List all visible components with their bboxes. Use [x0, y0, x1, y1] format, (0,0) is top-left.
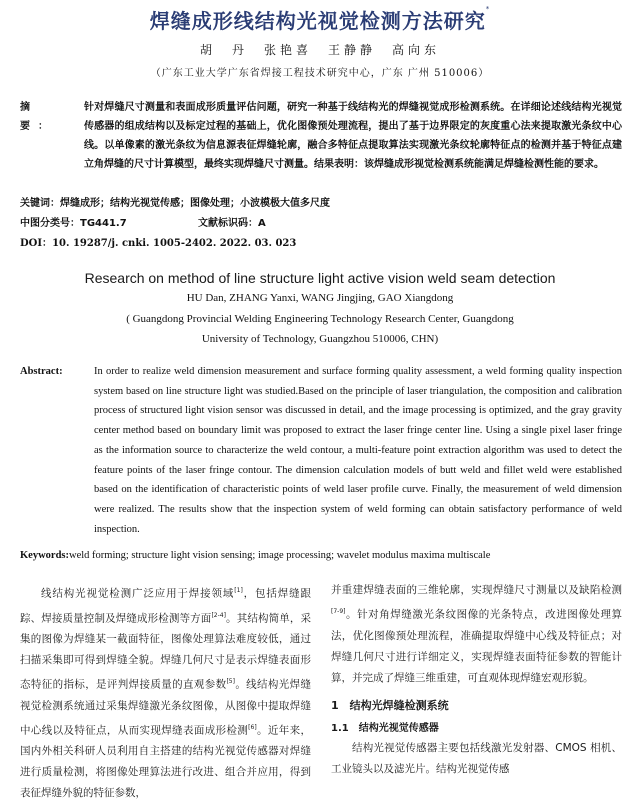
chinese-authors: 胡 丹 张艳喜 王静静 高向东 [199, 43, 440, 57]
english-title: Research on method of line structure light active vision weld seam detection [84, 270, 556, 286]
body-text: 并重建焊缝表面的三维轮廓，实现焊缝尺寸测量以及缺陷检测 [331, 584, 622, 596]
chinese-title [0, 5, 640, 34]
citation: [2-4] [211, 611, 226, 619]
document-code-label: 文献标识码： [198, 218, 258, 229]
chinese-abstract-label: 摘 要： [20, 102, 56, 132]
citation: [6] [248, 723, 257, 731]
body-text: 。近年来，国内外相关科研人员利用自主搭建的结构光视觉传感器对焊缝进行质量检测，将图像处理算法进行改进、组合并应用，得到表征焊缝外貌的特征参数， [20, 724, 311, 799]
body-column-right [331, 580, 622, 780]
classification-line [20, 214, 266, 229]
body-column-left [20, 580, 311, 804]
citation: [1] [234, 587, 243, 594]
body-text: 线结构光视觉检测广泛应用于焊接领域 [41, 587, 235, 600]
english-keywords-label: Keywords: [20, 550, 69, 561]
body-text: 。线结构光焊缝视觉检测系统通过采集焊缝激光条纹图像，从图像中提取焊缝中心线以及特征点，从而实现焊缝表面成形检测 [20, 678, 312, 736]
class-number-label: 中图分类号： [20, 218, 80, 229]
english-abstract-text: In order to realize weld dimension measurement and surface forming quality assessment, a weld forming quality inspection system based on line structure light was studied.Based on the principle of laser triangulation, the composition and calibration process of structured light vision sensor was discussed in detail, and the image processing is optimized, and the gray gravity center method based on boundary limit was proposed to extract the laser fringe center line. Using a single pixel laser fringe as the information source to characterize the weld contour, a multi-feature point extraction algorithm was used to detect the feature points of the laser fringe contour. The dimension calculation models of butt weld and fillet weld were established based on the identification of characteristic points of weld laser profile curve. Finally, the measurement of weld dimension were realized. The results show that the inspection system of weld forming can obtain satisfactory performance of weld inspection. [94, 366, 622, 535]
chinese-keywords-label: 关键词： [20, 198, 60, 209]
document-code-value: A [258, 218, 266, 229]
citation: [5] [226, 678, 235, 685]
chinese-abstract [20, 98, 622, 174]
body-paragraph [20, 580, 311, 804]
chinese-abstract-text: 针对焊缝尺寸测量和表面成形质量评估问题，研究一种基于线结构光的焊缝视觉成形检测系统。在详细论述线结构光视觉传感器的组成结构以及标定过程的基础上，优化图像预处理流程，提出了基于边界限定的灰度重心法来提取激光条纹中心线。以单像素的激光条纹为信息源表征焊缝轮廓，融合多特征点提取算法实现激光条纹轮廓特征点的检测并基于特征点建立角焊缝的尺寸计算模型，最终实现焊缝尺寸测量。结果表明：该焊缝成形视觉检测系统能满足焊缝检测性能的要求。 [84, 102, 622, 170]
class-number-value: TG441.7 [80, 218, 127, 229]
chinese-keywords-text: 焊缝成形；结构光视觉传感；图像处理；小波模极大值多尺度 [60, 198, 330, 209]
doi-value: 10. 19287/j. cnki. 1005-2402. 2022. 03. 023 [52, 238, 297, 249]
english-keywords-text: weld forming; structure light vision sensing; image processing; wavelet modulus maxima multiscale [69, 550, 491, 561]
english-affiliation-line1: ( Guangdong Provincial Welding Engineering Technology Research Center, Guangdong [126, 313, 514, 325]
body-paragraph: 结构光视觉传感器主要包括线激光发射器、CMOS 相机、工业镜头以及滤光片。结构光视觉传感 [331, 741, 622, 775]
english-authors: HU Dan, ZHANG Yanxi, WANG Jingjing, GAO Xiangdong [186, 292, 454, 304]
chinese-affiliation: （广东工业大学广东省焊接工程技术研究中心，广东 广州 510006） [150, 68, 490, 79]
body-text: 。其结构简单，采集的图像为焊缝某一截面特征，图像处理算法难度较低，通过扫描采集即可得到焊缝全貌。焊缝几何尺寸是表示焊缝表面形态特征的指标，是评判焊接质量的直观参数 [20, 612, 312, 691]
chinese-title-text: 焊缝成形线结构光视觉检测方法研究 [149, 9, 486, 33]
english-abstract [20, 362, 622, 539]
chinese-keywords [20, 194, 330, 209]
title-footnote-mark: * [485, 5, 491, 13]
doi-label: DOI： [20, 238, 53, 249]
english-abstract-label: Abstract: [20, 366, 63, 377]
document-code [198, 214, 266, 229]
body-paragraph [331, 580, 622, 689]
section-heading: 1 结构光焊缝检测系统 [331, 698, 449, 712]
doi-line [20, 234, 296, 249]
english-affiliation-line2: University of Technology, Guangzhou 510006, CHN) [201, 333, 439, 345]
body-text: 。针对角焊缝激光条纹图像的光条特点，改进图像处理算法，优化图像预处理流程，准确提取焊缝中心线及特征点；对焊缝几何尺寸进行详细定义，实现焊缝表面特征参数的智能计算，并完成了焊缝三维重建，可直观体现焊缝宏观形貌。 [331, 608, 622, 684]
english-keywords [20, 550, 630, 561]
citation: [7-9] [331, 608, 346, 615]
subsection-heading: 1.1 结构光视觉传感器 [331, 722, 439, 734]
body-text: ，包括焊缝跟踪、焊接质量控制及焊缝成形检测等方面 [20, 587, 312, 624]
